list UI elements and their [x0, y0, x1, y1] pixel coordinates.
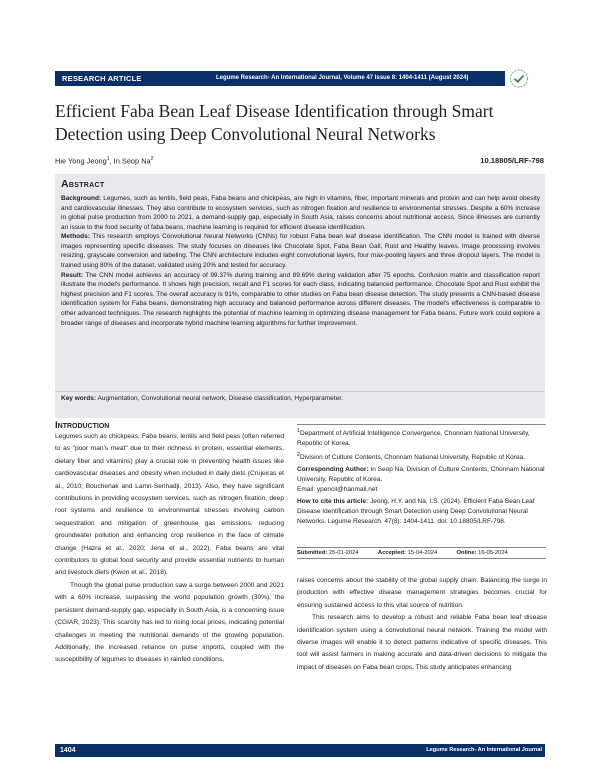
corresponding-author-text: In Seop Na, Division of Culture Contents, Chonnam National University, Republic of Korea.: [297, 466, 545, 483]
author-2: In Seop Na: [113, 156, 151, 166]
result-label: Result:: [61, 271, 84, 279]
paper-title: Efficient Faba Bean Leaf Disease Identification through Smart Detection using Deep Convolutional Neural Networks: [55, 101, 494, 144]
keywords: [61, 394, 540, 404]
crossmark-check-icon[interactable]: [508, 69, 530, 88]
abstract-background: [61, 194, 540, 232]
affiliation-2-marker: 2: [297, 451, 301, 458]
corresponding-author-label: Corresponding Author:: [297, 466, 369, 474]
intro-paragraph-3: raises concerns about the stability of the global supply chain. Balancing the surge in production with effective disease management strategies becomes crucial for ensuring sustained access to this vital source of nutrition.: [297, 577, 547, 609]
abstract-methods: [61, 232, 540, 270]
online-date: 16-05-2024: [478, 550, 508, 556]
email-label: Email:: [297, 485, 317, 493]
result-text: The CNN model achieves an accuracy of 99.37% during training and 89.69% during validation after 75 epochs. Confusion matrix and classification report illustrate the model's performance. It shows high precision, recall and F1 scores for each class, indicating balanced performance. Chocolate Spot and Rust exhibit the highest precision and F1 scores. The overall accuracy is 91%, comparable to other studies on Faba bean disease detection. The study presents a CNN-based disease identification system for Faba beans, demonstrating high accuracy and balanced performance across different diseases. The model's effectiveness is comparable to other advanced techniques. The research highlights the potential of machine learning in optimizing disease management for Faba beans. Future work could explore a broader range of diseases and incorporate hybrid machine learning algorithms for further improvement.: [61, 271, 540, 327]
footnotes: [297, 427, 547, 528]
author-separator: ,: [109, 156, 114, 166]
email-link[interactable]: ypencil@hanmail.net: [316, 485, 378, 493]
dates-divider-bottom: [297, 558, 546, 559]
corresponding-author: [297, 465, 547, 495]
footnote-divider: [297, 424, 546, 425]
affiliation-2-text: Division of Culture Contents, Chonnam National University, Republic of Korea.: [300, 454, 525, 462]
author-1: Hie Yong Jeong: [55, 156, 107, 166]
author-1-affiliation: 1: [106, 156, 110, 162]
background-label: Background:: [61, 195, 102, 202]
citation-label: How to cite this article:: [297, 497, 369, 505]
keywords-label: Key words:: [61, 395, 97, 402]
affiliation-1: [297, 427, 547, 449]
author-list: [55, 156, 153, 165]
abstract-divider: [55, 391, 545, 392]
dates-divider-top: [297, 547, 546, 548]
intro-paragraph-1: Legumes such as chickpeas, Faba beans, lentils and field peas (often referred to as "poor man's meat" due to their richness in protein, essential elements, dietary fiber and vitamins) play a crucial role in preventing health issues like cardiovascular diseases and obesity when included in daily diets (Crujeiras et al., 2010; Bouchenak and Lamri-Senhadji, 2013). Also, they have significant contributions in providing ecosystem services, such as nitrogen fixation, deep root systems and resilience to environmental stresses involving carbon sequestration and mitigation of greenhouse gas emissions, reducing groundwater pollution and enhancing crop resilience in the face of climate change (Hazra et al., 2020; Jena et al., 2022). Faba beans are vital contributors to global food security and provide essential nutrients to human and livestock diets (Kwon et al., 2018).: [55, 433, 284, 577]
keywords-text: Augmentation, Convolutional neural network, Disease classification, Hyperparameter.: [96, 395, 343, 402]
accepted-date: 15-04-2024: [407, 550, 438, 556]
page-number: 1404: [60, 747, 76, 754]
introduction-heading: Introduction: [55, 420, 110, 431]
intro-paragraph-2: Though the global pulse production saw a surge between 2000 and 2021 with a 60% increase, surpassing the world population growth (30%), the persistent demand-supply gap, especially in South Asia, is a concerning issue (CGIAR, 2023). This scarcity has led to rising local prices, indicating potential challenges in meeting the nutritional demands of the growing population. Additionally, the increased reliance on pulse imports, coupled with the susceptibility of legumes to diseases in rainfed conditions,: [55, 581, 284, 664]
submitted-date: 25-01-2024: [328, 550, 359, 556]
publication-dates: [297, 550, 547, 556]
submitted-label: Submitted:: [297, 550, 328, 556]
affiliation-1-marker: 1: [297, 428, 301, 434]
author-2-affiliation: 2: [150, 156, 154, 162]
left-column: [55, 431, 284, 667]
methods-text: This research employs Convolutional Neural Networks (CNNs) for robust Faba bean leaf disease identification. The CNN model is trained with diverse images representing specific diseases. The study focuses on diseases like Chocolate Spot, Faba Bean Gall, Rust and Healthy leaves. Image processing involves resizing, grayscale conversion and labeling. The CNN architecture includes eight convolutional layers, four max-pooling layers and three dropout layers. The model is trained using 80% of the dataset, validated using 20% and tested for accuracy.: [61, 233, 540, 270]
citation-text: Jeong, H.Y. and Na, I.S. (2024). Efficient Faba Bean Leaf Disease Identification through Smart Detection using Deep Convolutional Neural Networks. Legume Research. 47(8): 1404-1411. doi: 10.18805/LRF-798.: [297, 497, 535, 525]
article-type-label: RESEARCH ARTICLE: [62, 74, 142, 83]
online-label: Online:: [456, 550, 477, 556]
right-column: [297, 575, 547, 674]
methods-label: Methods:: [61, 233, 90, 241]
journal-citation: Legume Research- An International Journal, Volume 47 Issue 8: 1404-1411 (August 2024): [216, 75, 469, 81]
affiliation-1-text: Department of Artificial Intelligence Convergence, Chonnam National University, Republic of Korea.: [297, 430, 530, 448]
citation: [297, 497, 547, 527]
abstract-result: [61, 271, 540, 328]
footer-journal-name: Legume Research- An International Journal: [426, 747, 542, 753]
background-text: Legumes, such as lentils, field peas, Faba beans and chickpeas, are high in vitamins, fiber, important minerals and protein and can help avoid obesity and cardiovascular illnesses. They also contribute to ecosystem services, such as nitrogen fixation and resilience to environmental stresses. Despite a 60% increase in global pulse production from 2000 to 2021, a demand-supply gap, especially in South Asia, raises concerns about nutritional access. Since illnesses are currently an issue to the food security of faba beans, machine learning is required for efficient disease identification.: [61, 195, 540, 231]
doi[interactable]: 10.18805/LRF-798: [480, 156, 544, 165]
accepted-label: Accepted:: [377, 550, 406, 556]
intro-paragraph-4: This research aims to develop a robust and reliable Faba bean leaf disease identification system using a convolutional neural network. Training the model with diverse images will enable it to detect patterns indicative of specific diseases. This tool will assist farmers in making accurate and data-driven decisions to mitigate the impact of diseases on Faba bean crops. This study anticipates enhancing: [297, 614, 547, 671]
abstract-body: [61, 194, 540, 328]
affiliation-2: [297, 451, 547, 463]
abstract-heading: Abstract: [61, 178, 105, 190]
